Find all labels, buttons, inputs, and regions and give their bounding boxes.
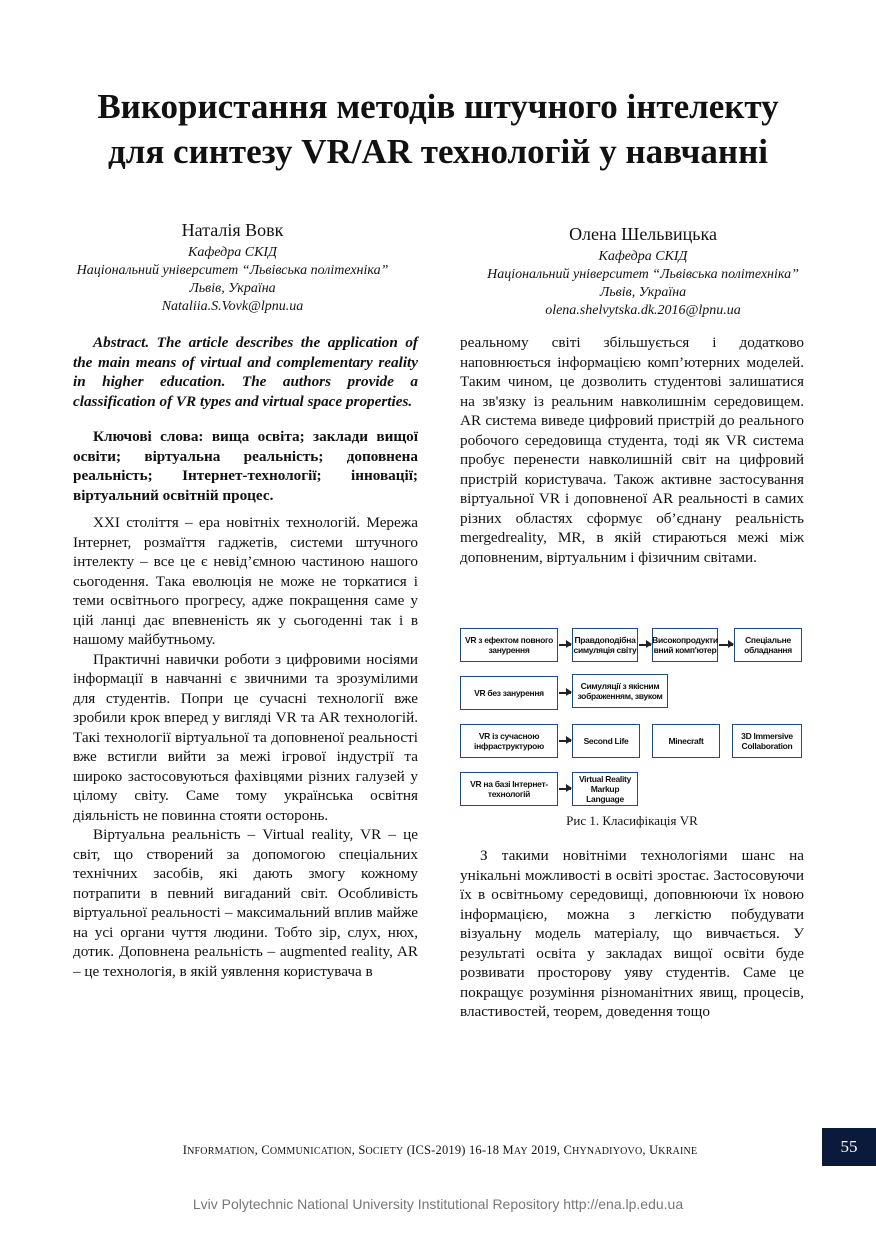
body-paragraph: З такими новітніми технологіями шанс на унікальні можливості в освіті зростає. Застосовуючи їх в освітньому середовищі, доповнюючи їх новою інформацією, можна з легкістю побудувати візуальну модель матеріалу, що вивчається. У результаті освіта у закладах вищої освіти буде розвивати просторову уяву студентів. Саме це покращує розуміння різноманітних явищ, процесів, властивостей, теорем, доведення тощо — [460, 847, 804, 1020]
author-city: Львів, Україна — [599, 285, 687, 300]
body-paragraph: XXI століття – ера новітніх технологій. Мережа Інтернет, розмаїття гаджетів, системи штучного інтелекту – все це є невід’ємною частиною нашого сьогодення. Така еволюція не може не торкатися і теми освітнього прогресу, адже покращення саме у цій ланці дає впевненість як у сьогоденні так і в нашому майбутньому. — [73, 514, 418, 648]
arrow-icon — [639, 644, 651, 646]
body-paragraph: Віртуальна реальність – Virtual reality, VR – це світ, що створений за допомогою спеціальних технічних засобів, які дають змогу кожному потрапити в певний вигаданий світ. Особливість віртуальної реальності – максимальний вплив майже на усі органи чуття людини. Тобто зір, слух, нюх, дотик. Доповнена реальність – augmented reality, AR – це технологія, в якій уявлення користувача в — [73, 826, 418, 980]
repository-watermark: Lviv Polytechnic National University Institutional Repository http://ena.lp.edu.ua — [192, 1196, 684, 1212]
figure-box: Minecraft — [652, 724, 720, 758]
arrow-icon — [559, 788, 571, 790]
author-name: Олена Шельвицька — [569, 224, 717, 244]
figure-box: Правдоподібна симуляція світу — [572, 628, 638, 662]
conference-footer: INFORMATION, COMMUNICATION, SOCIETY (ICS-2019) 16-18 MAY 2019, CHYNADIYOVO, UKRAINE — [182, 1143, 698, 1157]
author-department: Кафедра СКІД — [598, 249, 688, 264]
arrow-icon — [559, 740, 571, 742]
author-university: Національний університет “Львівська політехніка” — [487, 267, 799, 282]
author-department: Кафедра СКІД — [188, 245, 277, 260]
keywords: Ключові слова: вища освіта; заклади вищої освіти; віртуальна реальність; доповнена реальність; Інтернет-технології; інновації; віртуальний освітній процес. — [73, 428, 418, 504]
author-block-1 — [40, 218, 425, 316]
page-number: 55 — [822, 1128, 876, 1166]
right-column-top — [460, 333, 804, 567]
figure-box: Second Life — [572, 724, 640, 758]
vr-classification-figure — [460, 624, 804, 836]
figure-box: Високопродукти вний комп'ютер — [652, 628, 718, 662]
author-email[interactable]: olena.shelvytska.dk.2016@lpnu.ua — [545, 303, 741, 318]
figure-box: 3D Immersive Collaboration — [732, 724, 802, 758]
figure-box: VR із сучасною інфраструктурою — [460, 724, 558, 758]
title-line-2: для синтезу VR/AR технологій у навчанні — [108, 132, 768, 171]
figure-box: Спеціальне обладнання — [734, 628, 802, 662]
figure-caption: Рис 1. Класифікація VR — [566, 813, 698, 828]
right-column-bottom — [460, 846, 804, 1022]
paper-title — [40, 84, 836, 174]
arrow-icon — [719, 644, 733, 646]
figure-box: VR з ефектом повного занурення — [460, 628, 558, 662]
figure-box: VR без занурення — [460, 676, 558, 710]
abstract: Abstract. The article describes the application of the main means of virtual and complementary reality in higher education. The authors provide a classification of VR types and virtual space properties. — [73, 334, 418, 410]
author-block-2 — [448, 222, 838, 320]
arrow-icon — [559, 644, 571, 646]
arrow-icon — [559, 692, 571, 694]
author-email[interactable]: Nataliia.S.Vovk@lpnu.ua — [161, 299, 304, 314]
figure-box: Симуляції з якісним зображенням, звуком — [572, 674, 668, 708]
title-line-1: Використання методів штучного інтелекту — [97, 87, 779, 126]
author-city: Львів, Україна — [189, 281, 276, 296]
body-paragraph: реальному світі збільшується і додатково наповнюється інформацією комп’ютерних моделей. Таким чином, це дозволить студентові залишатися на зв'язку із реальним навколишнім середовищем. AR система виведе цифровий пристрій до реального робочого середовища студента, тоді як VR система пробує перенести навколишній світ на цифровий пристрій користувача. Також активне застосування віртуальної VR і доповненої AR реальності в самих різних областях сформує об’єднану реальність mergedreality, MR, в якій стираються межі між доповненим, віртуальним і фізичним світами. — [460, 334, 804, 566]
left-column — [73, 333, 418, 981]
figure-box: Virtual Reality Markup Language — [572, 772, 638, 806]
author-name: Наталія Вовк — [181, 220, 284, 240]
author-university: Національний університет “Львівська політехніка” — [76, 263, 389, 278]
figure-box: VR на базі Інтернет-технологій — [460, 772, 558, 806]
body-paragraph: Практичні навички роботи з цифровими носіями інформації в навчанні є звичними та зрозумілими для студентів. Попри це сучасні технології вже зробили крок вперед у вигляді VR та AR технологій. Такі технології віртуальної та доповненої реальності вже встигли вийти за межі ігрової індустрії та широко застосовуються фахівцями різних галузей у цілому світу. Саме тому українська освітня діяльність не повинна стояти осторонь. — [73, 650, 418, 824]
